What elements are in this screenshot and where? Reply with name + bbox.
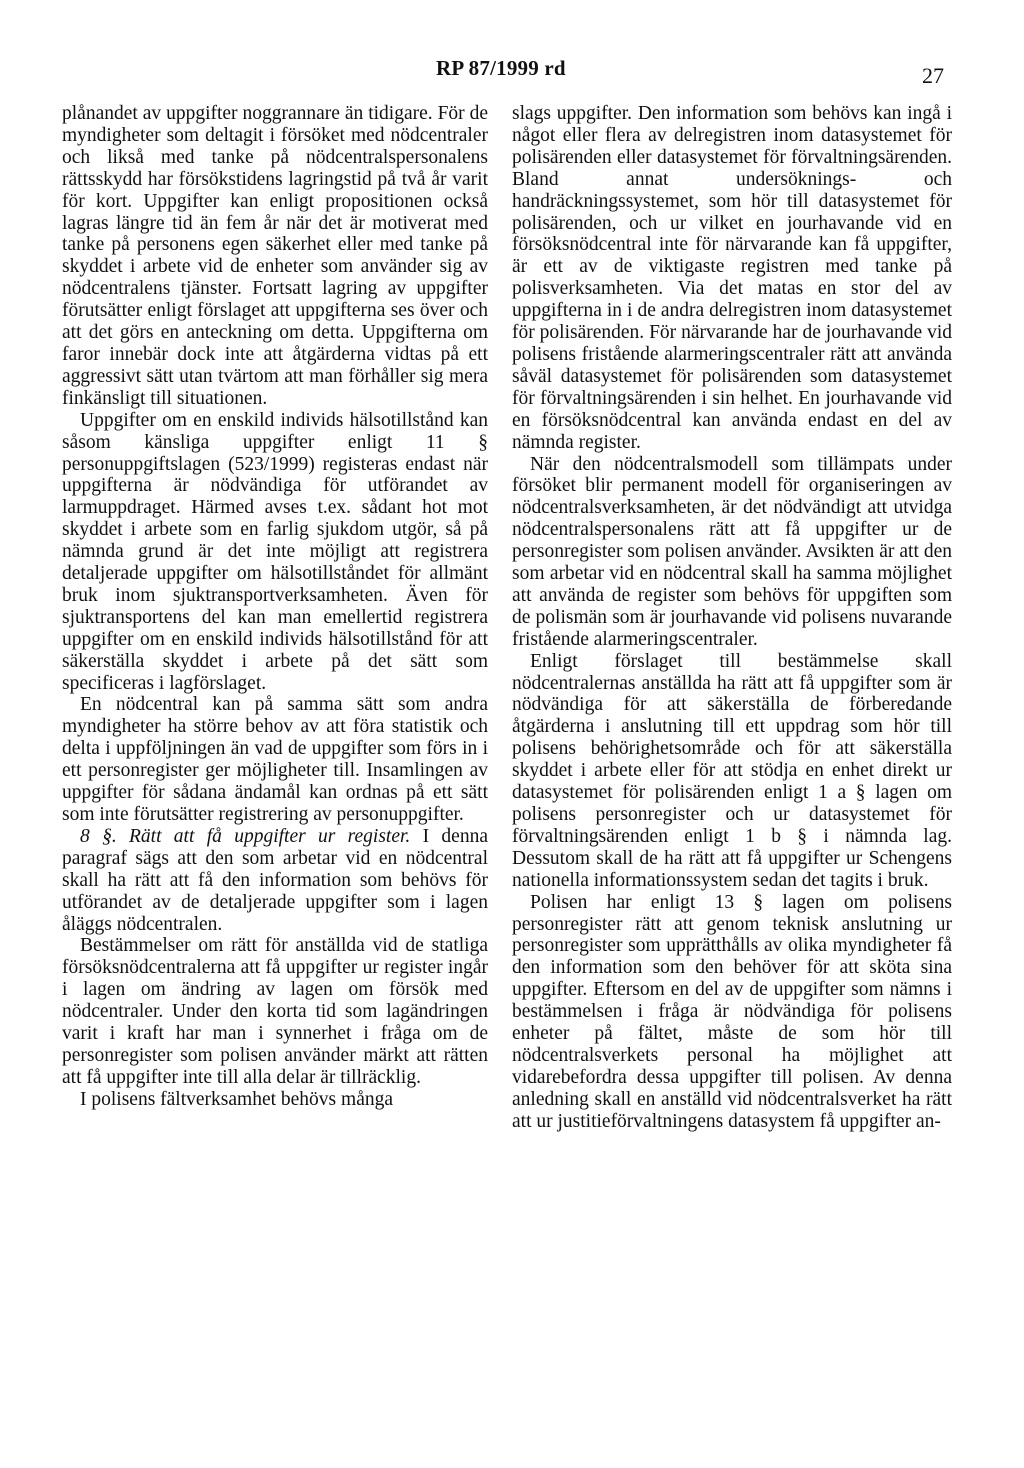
paragraph: plånandet av uppgifter noggrannare än tidigare. För de myndigheter som deltagit i försöket med nödcentraler och likså med tanke på nödcentralspersonalens rättsskydd har försökstidens lagringstid på två år varit för kort. Uppgifter kan enligt propositionen också lagras längre tid än fem år när det är motiverat med tanke på personens egen säkerhet eller med tanke på skyddet i arbete vid de enheter som använder sig av nödcentralens tjänster. Fortsatt lagring av uppgifter förutsätter enligt förslaget att uppgifterna ses över och att det görs en anteckning om detta. Uppgifterna om faror innebär dock inte att åtgärderna vidtas på ett aggressivt sätt utan tvärtom att man förhåller sig mera finkänsligt till situationen. — [62, 103, 488, 409]
paragraph: Polisen har enligt 13 § lagen om polisens personregister rätt att genom teknisk anslutning ur personregister som upprätthålls av olika myndigheter få den information som den behöver för att sköta sina uppgifter. Eftersom en del av de uppgifter som nämns i bestämmelsen i fråga är nödvändiga för polisens enheter på fältet, måste de som hör till nödcentralsverkets personal ha möjlighet att vidarebefordra dessa uppgifter till polisen. Av denna anledning skall en anställd vid nödcentralsverket ha rätt att ur justitieförvaltningens datasystem få uppgifter an- — [512, 891, 952, 1132]
paragraph: slags uppgifter. Den information som behövs kan ingå i något eller flera av delregistren inom datasystemet för polisärenden eller datasystemet för förvaltningsärenden. Bland annat undersöknings- och handräckningssystemet, som hör till datasystemet för polisärenden, och ur vilket en jourhavande vid en försöksnödcentral inte för närvarande kan få uppgifter, är ett av de viktigaste registren med tanke på polisverksamheten. Via det matas en stor del av uppgifterna in i de andra delregistren inom datasystemet för polisärenden. För närvarande har de jourhavande vid polisens fristående alarmeringscentraler rätt att använda såväl datasystemet för polisärenden som datasystemet för förvaltningsärenden i sin helhet. En jourhavande vid en försöksnödcentral kan använda endast en del av nämnda register. — [512, 103, 952, 453]
paragraph: Uppgifter om en enskild individs hälsotillstånd kan såsom känsliga uppgifter enligt 11 § personuppgiftslagen (523/1999) registeras endast när uppgifterna är nödvändiga för utförandet av larmuppdraget. Härmed avses t.ex. sådant hot mot skyddet i arbete som en farlig sjukdom utgör, så på nämnda grund är det inte möjligt att registrera detaljerade uppgifter om hälsotillståndet för allmänt bruk inom sjuktransportverksamheten. Även för sjuktransportens del kan man emellertid registrera uppgifter om en enskild individs hälsotillstånd för att säkerställa skyddet i arbete på det sätt som specificeras i lagförslaget. — [62, 409, 488, 694]
document-reference: RP 87/1999 rd — [436, 56, 566, 80]
section-paragraph — [62, 826, 488, 936]
paragraph: En nödcentral kan på samma sätt som andra myndigheter ha större behov av att föra statistik och delta i uppföljningen än vad de uppgifter som förs in i ett personregister ger möjligheter till. Insamlingen av uppgifter för sådana ändamål kan ordnas på ett sätt som inte förutsätter registrering av personuppgifter. — [62, 694, 488, 825]
paragraph: I polisens fältverksamhet behövs många — [80, 1088, 393, 1110]
paragraph: När den nödcentralsmodell som tillämpats under försöket blir permanent modell för organiseringen av nödcentralsverksamheten, är det nödvändigt att utvidga nödcentralspersonalens rätt att få uppgifter ur de personregister som polisen använder. Avsikten är att den som arbetar vid en nödcentral skall ha samma möjlighet att använda de register som behövs för uppgiften som de polismän som är jourhavande vid polisens nuvarande fristående alarmeringscentraler. — [512, 453, 952, 650]
right-column — [512, 103, 952, 1133]
paragraph: Enligt förslaget till bestämmelse skall nödcentralernas anställda ha rätt att få uppgifter som är nödvändiga för att säkerställa de förberedande åtgärderna i anslutning till ett uppdrag som hör till polisens behörighetsområde och för att säkerställa skyddet i arbete eller för att stödja en enhet direkt ur datasystemet för polisärenden enligt 1 a § lagen om polisens personregister och ur datasystemet för förvaltningsärenden enligt 1 b § i nämnda lag. Dessutom skall de ha rätt att få uppgifter ur Schengens nationella informationssystem sedan det tagits i bruk. — [512, 650, 952, 891]
paragraph: Bestämmelser om rätt för anställda vid de statliga försöksnödcentralerna att få uppgifter ur register ingår i lagen om ändring av lagen om försök med nödcentraler. Under den korta tid som lagändringen varit i kraft har man i synnerhet i fråga om de personregister som polisen använder märkt att rätten att få uppgifter inte till alla delar är tillräcklig. — [62, 935, 488, 1088]
section-text: I denna paragraf sägs att den som arbetar vid en nödcentral skall ha rätt att få den information som behövs för utförandet av de detaljerade uppgifter som i lagen åläggs nödcentralen. — [62, 825, 488, 935]
left-column — [62, 103, 488, 1111]
page-header — [0, 56, 1024, 92]
section-heading: 8 §. Rätt att få uppgifter ur register. — [80, 825, 411, 847]
page-number: 27 — [922, 63, 944, 88]
